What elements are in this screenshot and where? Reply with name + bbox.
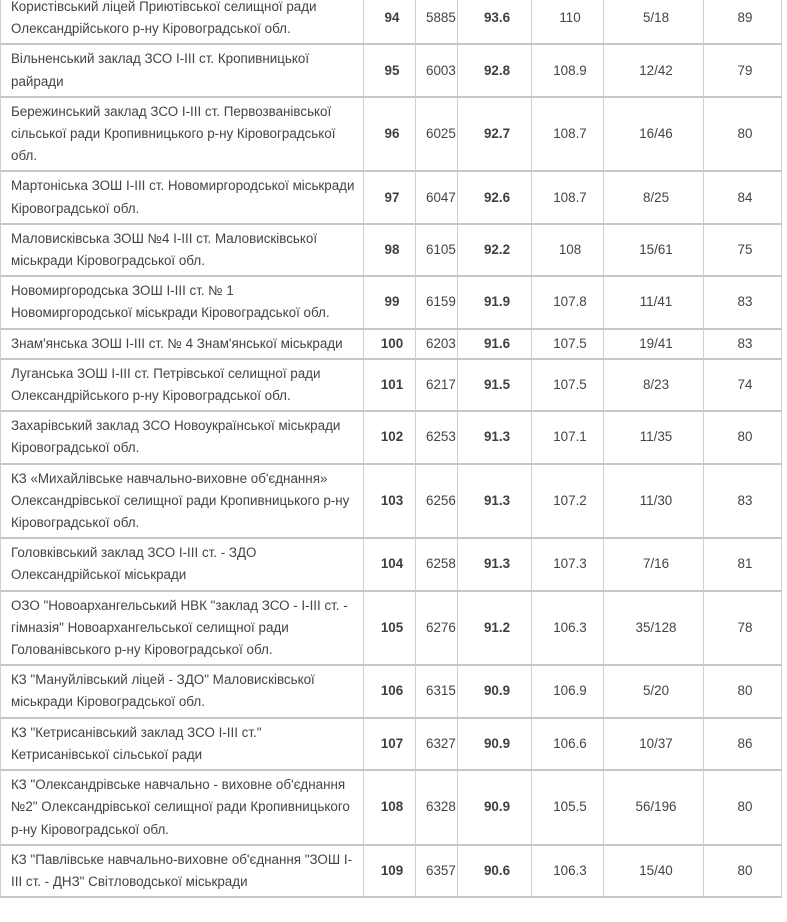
table-body <box>1 0 782 897</box>
code-cell: 6327 <box>416 718 458 770</box>
participants-cell: 5/18 <box>604 0 704 44</box>
table-row <box>1 718 782 770</box>
rank-cell: 96 <box>364 97 416 172</box>
participants-cell: 15/61 <box>604 224 704 276</box>
percent-cell: 81 <box>704 538 782 590</box>
rank-cell: 102 <box>364 411 416 463</box>
table-row <box>1 329 782 359</box>
average-cell: 106.3 <box>532 845 604 897</box>
rank-cell: 100 <box>364 329 416 359</box>
participants-cell: 12/42 <box>604 44 704 96</box>
school-name-cell: Вільненський заклад ЗСО І-ІІІ ст. Кропивницької райради <box>1 44 364 96</box>
score-cell: 91.3 <box>458 411 532 463</box>
table-row <box>1 411 782 463</box>
code-cell: 6217 <box>416 359 458 411</box>
average-cell: 105.5 <box>532 770 604 845</box>
score-cell: 92.8 <box>458 44 532 96</box>
average-cell: 108.7 <box>532 171 604 223</box>
table-row <box>1 97 782 172</box>
code-cell: 6253 <box>416 411 458 463</box>
score-cell: 92.7 <box>458 97 532 172</box>
school-name-cell: Захарівський заклад ЗСО Новоукраїнської міськради Кіровоградської обл. <box>1 411 364 463</box>
percent-cell: 80 <box>704 97 782 172</box>
participants-cell: 11/30 <box>604 464 704 539</box>
rank-cell: 101 <box>364 359 416 411</box>
table-row <box>1 665 782 717</box>
table-row <box>1 538 782 590</box>
table-row <box>1 464 782 539</box>
participants-cell: 8/23 <box>604 359 704 411</box>
score-cell: 93.6 <box>458 0 532 44</box>
school-name-cell: КЗ «Михайлівське навчально-виховне об'єднання» Олександрівської селищної ради Кропивницького р-ну Кіровоградської обл. <box>1 464 364 539</box>
rank-cell: 108 <box>364 770 416 845</box>
code-cell: 6328 <box>416 770 458 845</box>
table-row <box>1 591 782 666</box>
percent-cell: 80 <box>704 665 782 717</box>
average-cell: 108.7 <box>532 97 604 172</box>
rank-cell: 107 <box>364 718 416 770</box>
school-name-cell: КЗ "Олександрівське навчально - виховне об'єднання №2" Олександрівської селищної ради Кропивницького р-ну Кіровоградської обл. <box>1 770 364 845</box>
average-cell: 108 <box>532 224 604 276</box>
participants-cell: 10/37 <box>604 718 704 770</box>
school-name-cell: КЗ "Мануйлівський ліцей - ЗДО" Маловисківської міськради Кіровоградської обл. <box>1 665 364 717</box>
average-cell: 110 <box>532 0 604 44</box>
participants-cell: 16/46 <box>604 97 704 172</box>
percent-cell: 75 <box>704 224 782 276</box>
score-cell: 92.6 <box>458 171 532 223</box>
score-cell: 90.9 <box>458 718 532 770</box>
school-name-cell: Мартоніська ЗОШ І-ІІІ ст. Новомиргородської міськради Кіровоградської обл. <box>1 171 364 223</box>
score-cell: 91.5 <box>458 359 532 411</box>
score-cell: 92.2 <box>458 224 532 276</box>
code-cell: 6105 <box>416 224 458 276</box>
table-row <box>1 44 782 96</box>
percent-cell: 78 <box>704 591 782 666</box>
table-row <box>1 770 782 845</box>
percent-cell: 86 <box>704 718 782 770</box>
code-cell: 6315 <box>416 665 458 717</box>
average-cell: 107.5 <box>532 359 604 411</box>
average-cell: 106.6 <box>532 718 604 770</box>
code-cell: 6357 <box>416 845 458 897</box>
rank-cell: 97 <box>364 171 416 223</box>
rank-cell: 106 <box>364 665 416 717</box>
average-cell: 106.3 <box>532 591 604 666</box>
rank-cell: 98 <box>364 224 416 276</box>
participants-cell: 5/20 <box>604 665 704 717</box>
score-cell: 90.9 <box>458 770 532 845</box>
percent-cell: 84 <box>704 171 782 223</box>
code-cell: 6203 <box>416 329 458 359</box>
rank-cell: 105 <box>364 591 416 666</box>
percent-cell: 80 <box>704 845 782 897</box>
code-cell: 6159 <box>416 276 458 328</box>
table-row <box>1 0 782 44</box>
participants-cell: 35/128 <box>604 591 704 666</box>
score-cell: 91.9 <box>458 276 532 328</box>
score-cell: 91.2 <box>458 591 532 666</box>
score-cell: 91.3 <box>458 464 532 539</box>
participants-cell: 11/35 <box>604 411 704 463</box>
participants-cell: 11/41 <box>604 276 704 328</box>
school-name-cell: Користівський ліцей Приютівської селищної ради Олександрійського р-ну Кіровоградської обл. <box>1 0 364 44</box>
rank-cell: 109 <box>364 845 416 897</box>
school-name-cell: Знам'янська ЗОШ І-ІІІ ст. № 4 Знам'янської міськради <box>1 329 364 359</box>
school-name-cell: Головківський заклад ЗСО І-ІІІ ст. - ЗДО Олександрійської міськради <box>1 538 364 590</box>
school-name-cell: Бережинський заклад ЗСО І-ІІІ ст. Первозванівської сільської ради Кропивницького р-ну Кіровоградської обл. <box>1 97 364 172</box>
participants-cell: 8/25 <box>604 171 704 223</box>
rank-cell: 95 <box>364 44 416 96</box>
average-cell: 106.9 <box>532 665 604 717</box>
score-cell: 91.6 <box>458 329 532 359</box>
rank-cell: 99 <box>364 276 416 328</box>
table-row <box>1 359 782 411</box>
average-cell: 107.1 <box>532 411 604 463</box>
percent-cell: 83 <box>704 464 782 539</box>
score-cell: 90.6 <box>458 845 532 897</box>
score-cell: 90.9 <box>458 665 532 717</box>
average-cell: 107.2 <box>532 464 604 539</box>
participants-cell: 19/41 <box>604 329 704 359</box>
score-cell: 91.3 <box>458 538 532 590</box>
participants-cell: 56/196 <box>604 770 704 845</box>
school-name-cell: КЗ "Павлівське навчально-виховне об'єднання "ЗОШ І-ІІІ ст. - ДНЗ" Світловодської міськради <box>1 845 364 897</box>
percent-cell: 80 <box>704 411 782 463</box>
table-row <box>1 224 782 276</box>
percent-cell: 89 <box>704 0 782 44</box>
table-row <box>1 276 782 328</box>
average-cell: 107.3 <box>532 538 604 590</box>
code-cell: 6047 <box>416 171 458 223</box>
participants-cell: 7/16 <box>604 538 704 590</box>
average-cell: 107.8 <box>532 276 604 328</box>
code-cell: 5885 <box>416 0 458 44</box>
code-cell: 6003 <box>416 44 458 96</box>
percent-cell: 80 <box>704 770 782 845</box>
school-name-cell: Луганська ЗОШ І-ІІІ ст. Петрівської селищної ради Олександрійського р-ну Кіровоградської обл. <box>1 359 364 411</box>
average-cell: 107.5 <box>532 329 604 359</box>
school-name-cell: Маловисківська ЗОШ №4 І-ІІІ ст. Маловисківської міськради Кіровоградської обл. <box>1 224 364 276</box>
code-cell: 6258 <box>416 538 458 590</box>
table-row <box>1 171 782 223</box>
percent-cell: 74 <box>704 359 782 411</box>
rank-cell: 94 <box>364 0 416 44</box>
percent-cell: 83 <box>704 329 782 359</box>
code-cell: 6256 <box>416 464 458 539</box>
percent-cell: 79 <box>704 44 782 96</box>
table-row <box>1 845 782 897</box>
percent-cell: 83 <box>704 276 782 328</box>
school-name-cell: ОЗО "Новоархангельський НВК "заклад ЗСО - І-ІІІ ст. - гімназія" Новоархангельської селищної ради Голованівського р-ну Кіровоградської обл. <box>1 591 364 666</box>
school-name-cell: Новомиргородська ЗОШ І-ІІІ ст. № 1 Новомиргородської міськради Кіровоградської обл. <box>1 276 364 328</box>
code-cell: 6025 <box>416 97 458 172</box>
rank-cell: 104 <box>364 538 416 590</box>
school-name-cell: КЗ "Кетрисанівський заклад ЗСО І-ІІІ ст." Кетрисанівської сільської ради <box>1 718 364 770</box>
average-cell: 108.9 <box>532 44 604 96</box>
code-cell: 6276 <box>416 591 458 666</box>
participants-cell: 15/40 <box>604 845 704 897</box>
rank-cell: 103 <box>364 464 416 539</box>
